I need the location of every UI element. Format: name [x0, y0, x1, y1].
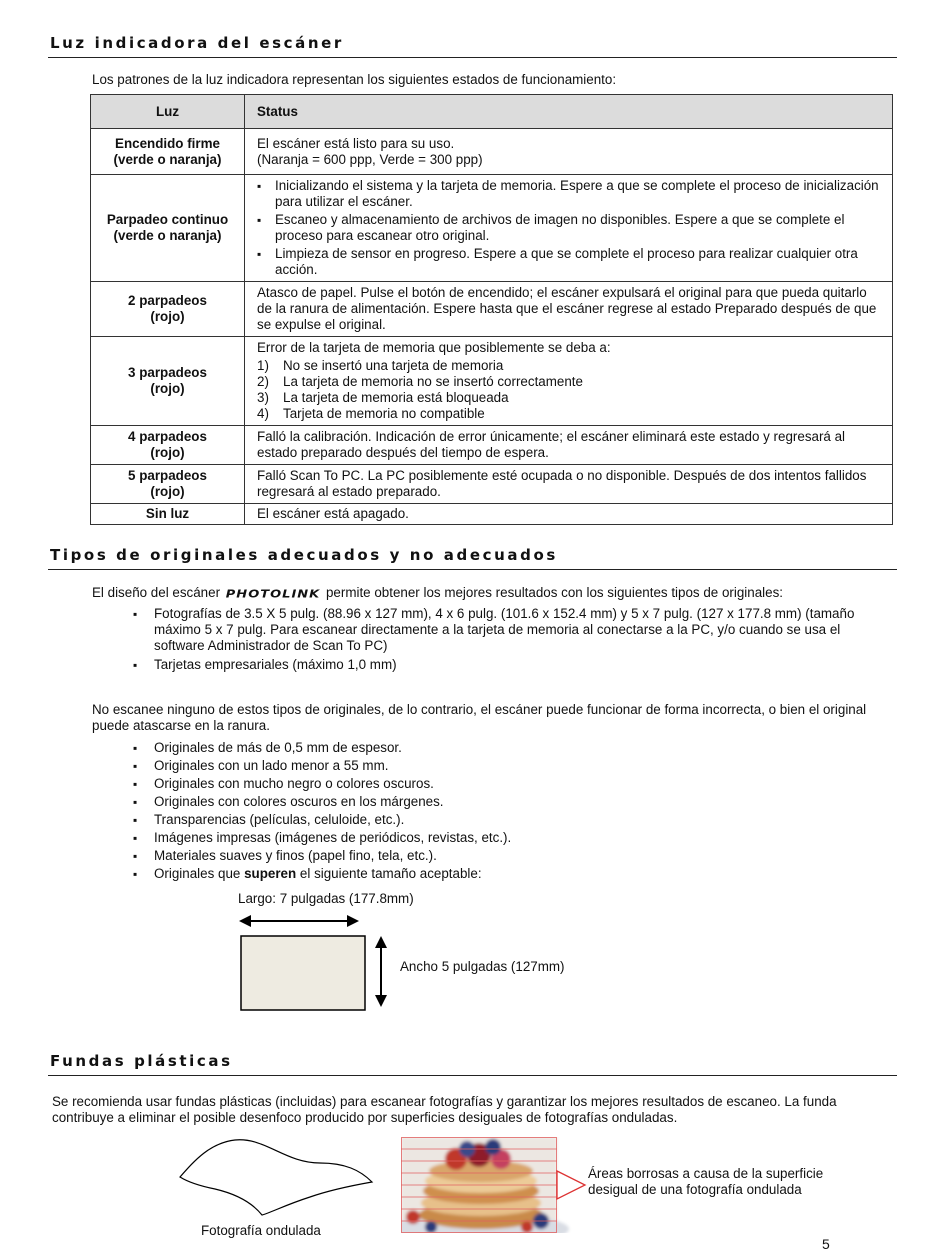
luz-cell	[91, 129, 245, 175]
table-row	[91, 175, 893, 282]
width-label: Ancho 5 pulgadas (127mm)	[400, 959, 565, 974]
luz-cell	[91, 282, 245, 337]
luz-label: 2 parpadeos	[128, 293, 207, 308]
status-cell: El escáner está apagado.	[245, 504, 893, 525]
item-number: 3)	[257, 390, 269, 405]
item-text: Tarjeta de memoria no compatible	[283, 406, 485, 421]
page-number: 5	[822, 1236, 830, 1252]
luz-cell	[91, 175, 245, 282]
unsuitable-warning: No escanee ninguno de estos tipos de originales, de lo contrario, el escáner puede funcionar de forma incorrecta, o bien el original puede atascarse en la ranura.	[92, 702, 867, 733]
wavy-photo-illustration	[170, 1135, 380, 1220]
luz-cell: Sin luz	[91, 504, 245, 525]
table-row	[91, 129, 893, 175]
status-bullet-list	[257, 178, 882, 278]
item-text: Originales que	[154, 866, 241, 881]
luz-color: (rojo)	[150, 445, 185, 460]
section-rule	[48, 1075, 897, 1076]
item-number: 1)	[257, 358, 269, 373]
luz-label: Parpadeo continuo	[106, 212, 229, 227]
status-cell: Falló Scan To PC. La PC posiblemente esté ocupada o no disponible. Después de dos intentos fallidos regresará al estado preparado.	[245, 465, 893, 504]
luz-cell	[91, 426, 245, 465]
status-bullet: ▪ Limpieza de sensor en progreso. Espere a que se complete el proceso para realizar cualquier otra acción.	[257, 246, 882, 278]
section-rule	[48, 569, 897, 570]
item-text: La tarjeta de memoria está bloqueada	[283, 390, 509, 405]
blurred-pancake-photo	[401, 1137, 591, 1233]
size-diagram	[236, 910, 406, 1020]
suitable-originals-list	[133, 606, 885, 676]
list-item: ▪ Originales con un lado menor a 55 mm.	[133, 757, 833, 775]
status-cell: Falló la calibración. Indicación de error únicamente; el escáner eliminará este estado y regresará al estado preparado después del tiempo de espera.	[245, 426, 893, 465]
caption-line: Áreas borrosas a causa de la superficie	[588, 1166, 824, 1181]
status-cell	[245, 175, 893, 282]
item-number: 4)	[257, 406, 269, 421]
item-text: No se insertó una tarjeta de memoria	[283, 358, 504, 373]
photolink-logo: PHOTOLINK	[225, 588, 321, 601]
blur-caption	[588, 1166, 823, 1198]
section-title-indicator-light: Luz indicadora del escáner	[50, 34, 344, 52]
table-row	[91, 337, 893, 426]
luz-label: Encendido firme	[115, 135, 220, 151]
section-rule	[48, 57, 897, 58]
table-row	[91, 282, 893, 337]
status-bullet: ▪ Escaneo y almacenamiento de archivos de imagen no disponibles. Espere a que se complete el proceso para escanear otro original.	[257, 212, 882, 244]
luz-color: (verde o naranja)	[113, 151, 222, 167]
status-cell	[245, 337, 893, 426]
indicator-light-table	[90, 94, 893, 525]
intro-text: permite obtener los mejores resultados con los siguientes tipos de originales:	[325, 585, 783, 600]
status-numbered-list	[257, 358, 882, 422]
luz-cell	[91, 337, 245, 426]
sleeves-intro: Se recomienda usar fundas plásticas (incluidas) para escanear fotografías y garantizar los mejores resultados de escaneo. La funda contribuye a eliminar el posible desenfoco producido por superficies desiguales de fotografías onduladas.	[52, 1094, 837, 1125]
list-item	[257, 358, 882, 374]
list-item	[257, 374, 882, 390]
status-cell	[245, 129, 893, 175]
unsuitable-originals-list	[133, 739, 833, 883]
luz-label: 4 parpadeos	[128, 429, 207, 444]
table-header-row	[91, 95, 893, 129]
list-item	[133, 865, 833, 883]
section-title-plastic-sleeves: Fundas plásticas	[50, 1052, 233, 1070]
section-title-originals: Tipos de originales adecuados y no adecuados	[50, 546, 558, 564]
item-emphasis: superen	[244, 866, 297, 881]
list-item: ▪ Transparencias (películas, celuloide, etc.).	[133, 811, 833, 829]
vertical-arrow-icon	[375, 936, 387, 1007]
luz-color: (rojo)	[150, 381, 185, 396]
header-status: Status	[245, 95, 893, 129]
horizontal-arrow-icon	[239, 915, 359, 927]
luz-color: (verde o naranja)	[113, 228, 222, 243]
luz-label: 5 parpadeos	[128, 468, 207, 483]
list-item: ▪ Fotografías de 3.5 X 5 pulg. (88.96 x 127 mm), 4 x 6 pulg. (101.6 x 152.4 mm) y 5 x 7 pulg. (127 x 177.8 mm) (tamaño máximo 5 x 7 pulg. Para escanear directamente a la tarjeta de memoria al conectarse a la PC, y/o cuando se usa el software Administrador de Scan To PC)	[133, 606, 885, 654]
indicator-intro: Los patrones de la luz indicadora representan los siguientes estados de funcionamiento:	[92, 72, 617, 87]
originals-intro	[92, 585, 783, 603]
list-item	[257, 406, 882, 422]
list-item: ▪ Originales de más de 0,5 mm de espesor.	[133, 739, 833, 757]
intro-text: El diseño del escáner	[92, 585, 221, 600]
luz-label: 3 parpadeos	[128, 365, 207, 380]
status-text: (Naranja = 600 ppp, Verde = 300 ppp)	[257, 151, 483, 167]
status-cell: Atasco de papel. Pulse el botón de encendido; el escáner expulsará el original para que pueda quitarlo de la ranura de alimentación. Espere hasta que el escáner regrese al estado Preparado después de que se expulse el original.	[245, 282, 893, 337]
caption-line: desigual de una fotografía ondulada	[588, 1182, 802, 1197]
luz-cell	[91, 465, 245, 504]
item-number: 2)	[257, 374, 269, 389]
status-text: El escáner está listo para su uso.	[257, 135, 455, 151]
status-text: Error de la tarjeta de memoria que posiblemente se deba a:	[257, 340, 611, 355]
list-item: ▪ Originales con colores oscuros en los márgenes.	[133, 793, 833, 811]
pointer-triangle-icon	[557, 1171, 585, 1199]
table-row	[91, 504, 893, 525]
list-item	[257, 390, 882, 406]
item-text: La tarjeta de memoria no se insertó correctamente	[283, 374, 583, 389]
table-row	[91, 426, 893, 465]
luz-color: (rojo)	[150, 484, 185, 499]
status-bullet: ▪ Inicializando el sistema y la tarjeta de memoria. Espere a que se complete el proceso de inicialización para utilizar el escáner.	[257, 178, 882, 210]
list-item: ▪ Tarjetas empresariales (máximo 1,0 mm)	[133, 657, 885, 673]
photo-size-rectangle	[241, 936, 365, 1010]
wavy-photo-caption: Fotografía ondulada	[201, 1223, 321, 1238]
list-item: ▪ Materiales suaves y finos (papel fino, tela, etc.).	[133, 847, 833, 865]
table-row	[91, 465, 893, 504]
length-label: Largo: 7 pulgadas (177.8mm)	[238, 891, 414, 906]
header-luz: Luz	[91, 95, 245, 129]
luz-color: (rojo)	[150, 309, 185, 324]
list-item: ▪ Originales con mucho negro o colores oscuros.	[133, 775, 833, 793]
list-item: ▪ Imágenes impresas (imágenes de periódicos, revistas, etc.).	[133, 829, 833, 847]
item-text: el siguiente tamaño aceptable:	[299, 866, 482, 881]
